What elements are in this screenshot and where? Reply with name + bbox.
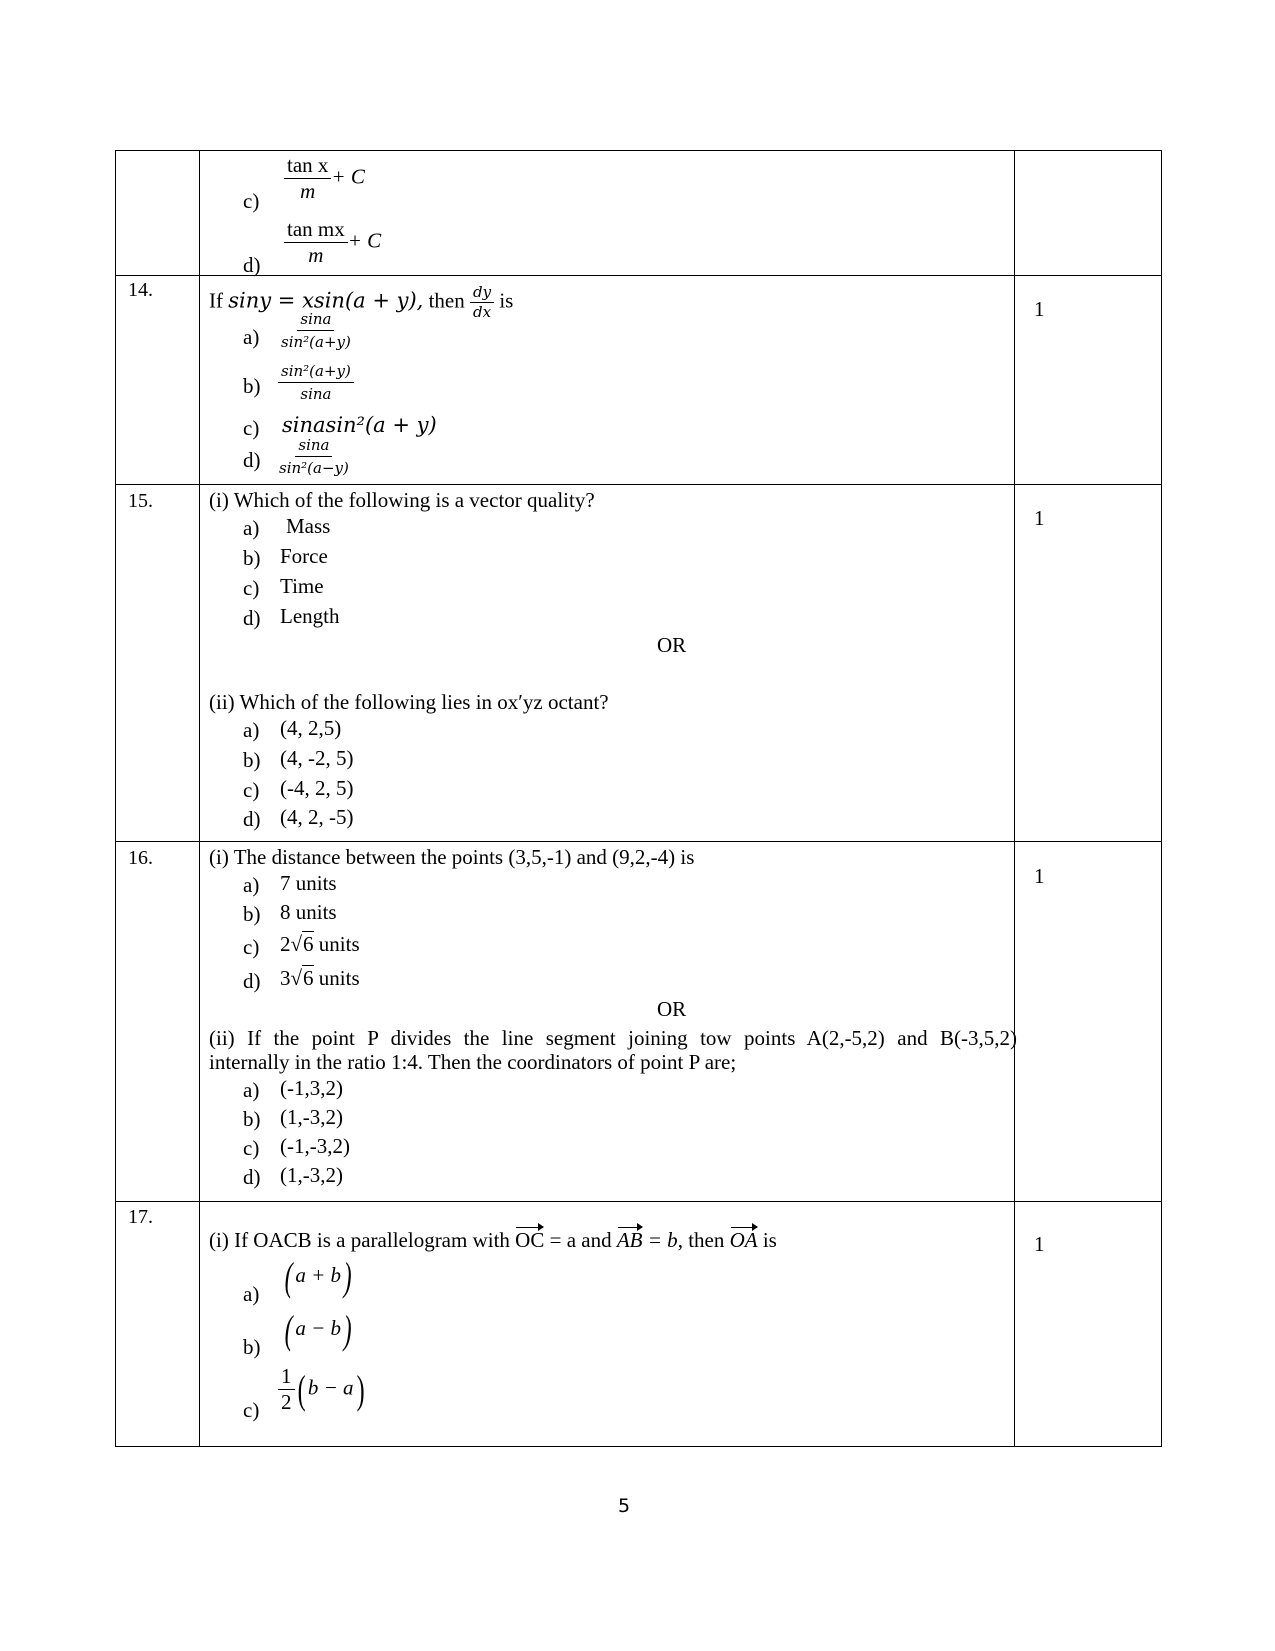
- q16-opt1-a: 7 units: [280, 871, 337, 895]
- q15-opt2-b: (4, -2, 5): [280, 746, 354, 770]
- q15-opt2-a: (4, 2,5): [280, 716, 342, 740]
- q13-d-numerator: tan mx: [284, 219, 348, 243]
- q16-d-coefficient: 3: [280, 966, 291, 990]
- q14-option-b: [278, 362, 354, 403]
- q13-d-constant: + C: [347, 228, 382, 253]
- q15-opt2-c: (-4, 2, 5): [280, 776, 354, 800]
- q15-opt2-c-label: c): [243, 778, 260, 802]
- q17-option-a-label: a): [243, 1282, 260, 1306]
- q13-option-d: [284, 219, 381, 266]
- question-table: [115, 150, 1162, 1447]
- q14-a-numerator: sina: [297, 310, 334, 331]
- q16-opt1-d-label: d): [243, 969, 261, 993]
- q15-opt2-d-label: d): [243, 807, 261, 831]
- q17-marks: 1: [1034, 1232, 1045, 1256]
- q16-opt1-a-label: a): [243, 873, 260, 897]
- q14-number: 14.: [128, 279, 153, 301]
- q15-row: [116, 485, 1161, 842]
- q16-opt2-c: (-1,-3,2): [280, 1134, 350, 1158]
- q16-row: [116, 842, 1161, 1202]
- q17-option-c: $\frac{1}{2}$ ( b − a): [278, 1366, 367, 1413]
- q16-c-radicand: 6: [303, 932, 314, 956]
- q13-option-d-label: d): [243, 253, 261, 277]
- q13-option-c: [284, 155, 365, 202]
- q16-opt2-d-label: d): [243, 1165, 261, 1189]
- q17-c-numerator: 1: [278, 1366, 295, 1390]
- q14-option-b-label: b): [243, 374, 261, 398]
- q15-opt1-a-label: a): [243, 516, 260, 540]
- q17-vector-oa: OA: [729, 1228, 758, 1252]
- page-number: 5: [618, 1495, 631, 1517]
- q14-b-denominator: sina: [300, 385, 332, 403]
- q16-opt2-b: (1,-3,2): [280, 1105, 343, 1129]
- q16-opt2-c-label: c): [243, 1136, 260, 1160]
- q15-opt1-c-label: c): [243, 576, 260, 600]
- q15-number: 15.: [128, 490, 153, 512]
- q16-opt1-d: 3√6 units: [280, 966, 360, 990]
- q16-opt2-b-label: b): [243, 1107, 261, 1131]
- q17-equals-a: = a: [549, 1228, 577, 1252]
- q17-vector-ab: AB: [616, 1228, 643, 1252]
- q15-or: OR: [657, 633, 687, 657]
- q16-opt1-b-label: b): [243, 902, 261, 926]
- q16-c-units: units: [318, 932, 360, 956]
- q16-opt2-d: (1,-3,2): [280, 1163, 343, 1187]
- q13-option-c-label: c): [243, 189, 260, 213]
- q17-stem-text: (i) If OACB is a parallelogram with: [209, 1228, 510, 1252]
- q16-opt1-c: 2√6 units: [280, 932, 360, 956]
- q14-option-c: sinasin²(a + y): [282, 413, 437, 437]
- q14-stem-then: then: [428, 288, 465, 313]
- q14-option-a-label: a): [243, 325, 260, 349]
- q16-marks: 1: [1034, 864, 1045, 888]
- q16-part2-line1: (ii) If the point P divides the line segment joining tow points A(2,-5,2) and B(-3,5,2): [209, 1026, 1017, 1050]
- q16-number: 16.: [128, 847, 153, 869]
- q14-marks: 1: [1034, 297, 1045, 321]
- q14-d-denominator: sin²(a−y): [279, 459, 349, 477]
- q16-part1-stem: (i) The distance between the points (3,5,-1) and (9,2,-4) is: [209, 845, 695, 869]
- q15-opt2-d: (4, 2, -5): [280, 805, 354, 829]
- q16-or: OR: [657, 997, 687, 1021]
- q15-opt2-b-label: b): [243, 748, 261, 772]
- q17-c-denominator: 2: [281, 1390, 292, 1414]
- q13-c-numerator: tan x: [284, 155, 331, 179]
- q15-opt1-d-label: d): [243, 606, 261, 630]
- column-divider-marks: [1014, 151, 1015, 1446]
- q15-opt1-a: Mass: [286, 514, 331, 538]
- q16-d-radicand: 6: [303, 966, 314, 990]
- q14-stem-if: If: [209, 288, 223, 313]
- q13-d-denominator: m: [308, 243, 324, 267]
- q14-row: [116, 276, 1161, 485]
- q17-c-expression: b − a: [307, 1375, 354, 1400]
- q13-c-constant: + C: [331, 164, 365, 189]
- q14-dx: dx: [473, 303, 492, 321]
- q15-opt1-c: Time: [280, 574, 324, 598]
- q17-is: is: [762, 1228, 777, 1252]
- q14-stem: [209, 285, 513, 320]
- q17-row: [116, 1202, 1161, 1448]
- q14-a-denominator: sin²(a+y): [281, 333, 351, 351]
- q16-c-coefficient: 2: [280, 932, 291, 956]
- q14-option-a: [278, 310, 354, 351]
- q16-opt2-a-label: a): [243, 1078, 260, 1102]
- q15-part1-stem: (i) Which of the following is a vector quality?: [209, 488, 595, 512]
- q17-vector-oc: OC: [515, 1228, 545, 1252]
- q17-a-expression: a + b: [295, 1262, 341, 1287]
- q13-c-denominator: m: [300, 179, 316, 203]
- q17-option-a: ( a + b): [284, 1254, 352, 1299]
- q17-number: 17.: [128, 1206, 153, 1228]
- q15-part2-stem: (ii) Which of the following lies in ox′yz octant?: [209, 690, 609, 714]
- q15-opt1-b: Force: [280, 544, 328, 568]
- q17-equals-b: = b: [647, 1228, 678, 1252]
- q17-option-c-label: c): [243, 1398, 260, 1422]
- q16-opt2-a: (-1,3,2): [280, 1076, 343, 1100]
- q16-d-units: units: [318, 966, 360, 990]
- q17-and: and: [581, 1228, 612, 1252]
- q13-continuation-row: [116, 151, 1161, 276]
- q14-stem-is: is: [499, 288, 514, 313]
- q15-opt1-d: Length: [280, 604, 340, 628]
- q15-opt2-a-label: a): [243, 718, 260, 742]
- q14-option-c-label: c): [243, 416, 260, 440]
- q16-opt1-b: 8 units: [280, 900, 337, 924]
- q17-then: , then: [677, 1228, 725, 1252]
- q17-stem: [209, 1230, 777, 1251]
- column-divider-number: [199, 151, 200, 1446]
- q14-option-d: [276, 436, 352, 477]
- q16-opt1-c-label: c): [243, 935, 260, 959]
- q17-option-b: ( a − b): [284, 1307, 352, 1352]
- q14-stem-equation: siny = xsin(a + y),: [228, 288, 424, 313]
- q14-b-numerator: sin²(a+y): [278, 362, 354, 383]
- q17-b-expression: a − b: [295, 1315, 341, 1340]
- q14-option-d-label: d): [243, 448, 261, 472]
- q17-option-b-label: b): [243, 1335, 261, 1359]
- q16-part2-line2: internally in the ratio 1:4. Then the coordinators of point P are;: [209, 1050, 737, 1074]
- q14-dy: dy: [470, 285, 494, 303]
- q15-opt1-b-label: b): [243, 546, 261, 570]
- q15-marks: 1: [1034, 506, 1045, 530]
- q14-d-numerator: sina: [295, 436, 332, 457]
